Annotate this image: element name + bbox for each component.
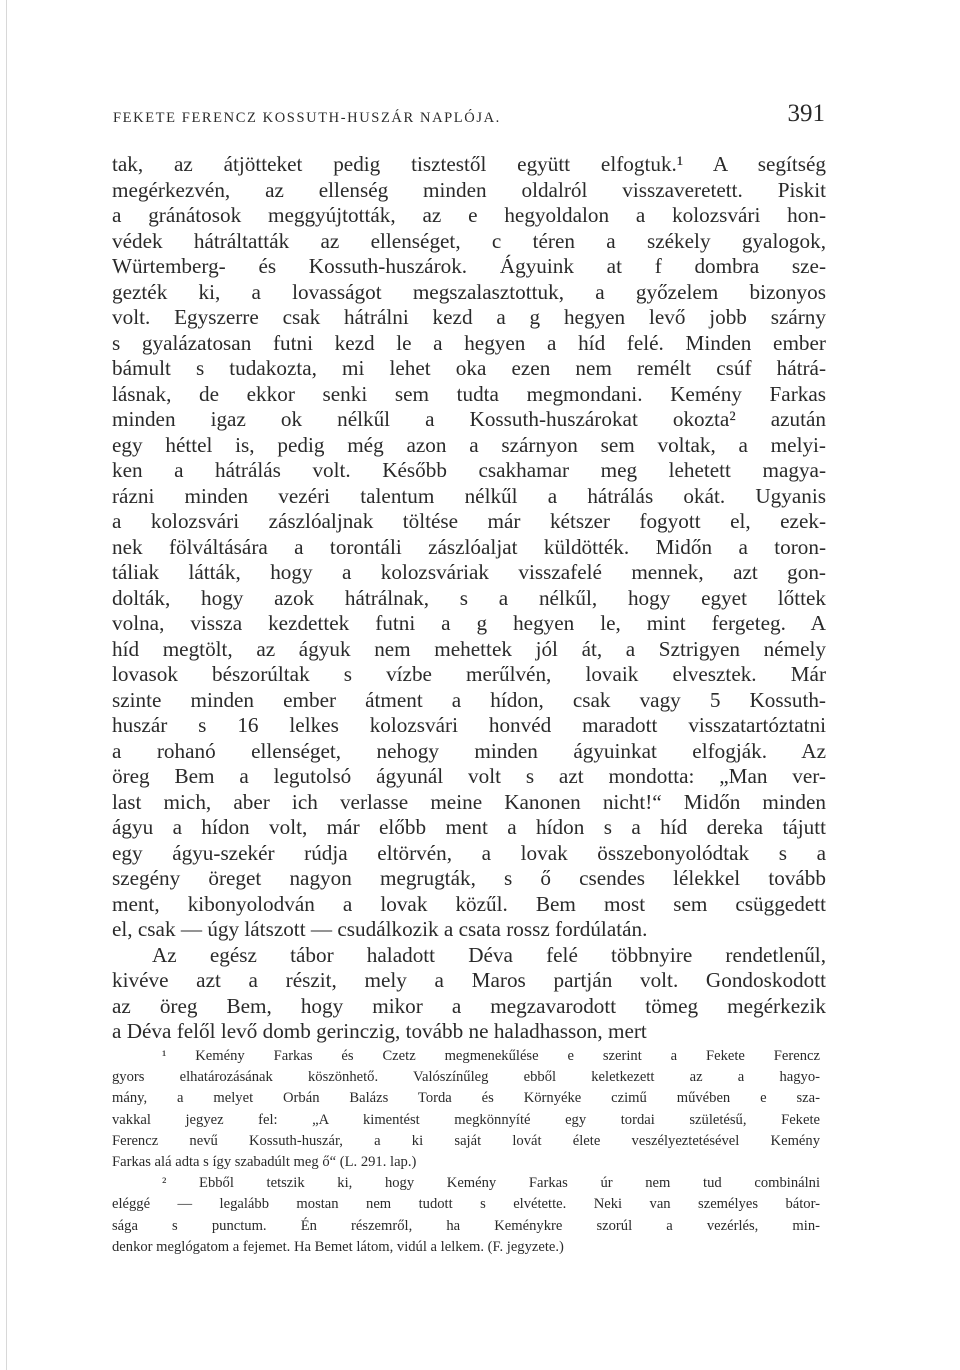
- footnote-line: ² Ebből tetszik ki, hogy Kemény Farkas úr nem tud combinálni: [162, 1175, 820, 1192]
- body-line: minden igaz ok nélkűl a Kossuth-huszárokat okozta² azután: [112, 407, 826, 431]
- body-line: bámult s tudakozta, mi lehet oka ezen nem remélt csúf hátrá-: [112, 356, 826, 380]
- body-line: lovasok bészorúltak s vízbe merűlvén, lovaik elvesztek. Már: [112, 662, 826, 686]
- body-line: ment, kibonyolodván a lovak közűl. Bem most sem csüggedett: [112, 891, 826, 916]
- body-line: huszár s 16 lelkes kolozsvári honvéd maradott visszatartóztatni: [112, 713, 826, 737]
- body-line: ágyu a hídon volt, már előbb ment a hídon s a híd dereka tájutt: [112, 815, 826, 839]
- body-line: volna, vissza kezdettek futni a g hegyen le, mint fergeteg. A: [112, 611, 826, 635]
- body-line: szegény öreget nagyon megrugták, s ő csendes lélekkel tovább: [112, 866, 826, 890]
- body-line: gezték ki, a lovasságot megszalasztottuk, a győzelem bizonyos: [112, 279, 826, 304]
- body-line: híd megtölt, az ágyuk nem mehettek jól át, a Sztrigyen némely: [112, 636, 826, 661]
- body-line: rázni minden vezéri talentum nélkűl a hátrálás okát. Ugyanis: [112, 483, 826, 508]
- footnote-line: gyors elhatározásának köszönhető. Valószínűleg ebből keletkezett az a hagyo-: [112, 1069, 820, 1086]
- footnotes: [112, 1046, 820, 1258]
- body-line: dolták, hogy azok hátrálnak, s a nélkűl, hogy egyet lőttek: [112, 585, 826, 610]
- footnote-line: sága s punctum. Én részemről, ha Keménykre szorúl a vezérlés, min-: [112, 1217, 820, 1234]
- body-line: védek hátráltatták az ellenséget, c téren a székely gyalogok,: [112, 228, 826, 253]
- body-line: megérkezvén, az ellenség minden oldalról visszaveretett. Piskit: [112, 177, 826, 202]
- running-head: [113, 100, 825, 140]
- body-line: Az egész tábor haladott Déva felé többnyire rendetlenűl,: [152, 942, 826, 967]
- body-line: a Déva felől levő domb gerinczig, tovább ne haladhasson, mert: [112, 1019, 647, 1043]
- footnote-line: denkor meglógatom a fejemet. Ha Bemet látom, vidúl a lelkem. (F. jegyzete.): [112, 1238, 564, 1255]
- body-line: el, csak — úgy látszott — csudálkozik a csata rossz fordúlatán.: [112, 917, 648, 941]
- body-line: nek fölváltására a torontáli zászlóaljat küldötték. Midőn a toron-: [112, 534, 826, 559]
- body-line: tak, az átjötteket pedig tisztestől együtt elfogtuk.¹ A segítség: [112, 152, 826, 176]
- footnote-line: vakkal jegyez fel: „A kimentést megkönnyíté egy tordai születésű, Fekete: [112, 1111, 820, 1128]
- body-line: táliak látták, hogy a kolozsváriak visszafelé mennek, azt gon-: [112, 560, 826, 584]
- body-line: a gránátosok meggyújtották, az e hegyoldalon a kolozsvári hon-: [112, 203, 826, 227]
- body-line: kivéve azt a részit, mely a Maros partján volt. Gondoskodott: [112, 968, 826, 992]
- body-line: last mich, aber ich verlasse meine Kanonen nicht!“ Midőn minden: [112, 789, 826, 814]
- body-line: egy ágyu-szekér rúdja eltörvén, a lovak összebonyolódtak s a: [112, 840, 826, 865]
- footnote-line: mány, a melyet Orbán Balázs Torda és Környéke czimű művében e sza-: [112, 1090, 820, 1107]
- body-line: s gyalázatosan futni kezd le a hegyen a híd felé. Minden ember: [112, 330, 826, 355]
- body-line: egy héttel is, pedig még azon a szárnyon sem voltak, a melyi-: [112, 432, 826, 457]
- body-line: az öreg Bem, hogy mikor a megzavarodott tömeg megérkezik: [112, 993, 826, 1018]
- body-line: ken a hátrálás volt. Később csakhamar meg lehetett magya-: [112, 458, 826, 482]
- body-text: [112, 152, 826, 1045]
- running-title: FEKETE FERENCZ KOSSUTH-HUSZÁR NAPLÓJA.: [113, 110, 501, 126]
- footnote-line: Farkas alá adta s így szabadúlt meg ő“ (L. 291. lap.): [112, 1154, 417, 1171]
- page-number: 391: [787, 100, 825, 127]
- footnote-line: eléggé — legalább mostan nem tudott s elvétette. Neki van személyes bátor-: [112, 1196, 820, 1213]
- body-line: a kolozsvári zászlóaljnak töltése már kétszer fogyott el, ezek-: [112, 509, 826, 533]
- footnote-line: ¹ Kemény Farkas és Czetz megmenekűlése e szerint a Fekete Ferencz: [162, 1048, 820, 1064]
- body-line: öreg Bem a legutolsó ágyunál volt s azt mondotta: „Man ver-: [112, 764, 826, 788]
- body-line: szinte minden ember átment a hídon, csak vagy 5 Kossuth-: [112, 687, 826, 712]
- page-edge-line: [6, 0, 7, 1370]
- body-line: lásnak, de ekkor senki sem tudta megmondani. Kemény Farkas: [112, 381, 826, 406]
- body-line: volt. Egyszerre csak hátrálni kezd a g hegyen levő jobb szárny: [112, 305, 826, 329]
- footnote-line: Ferencz nevű Kossuth-huszár, a ki saját lovát élete veszélyeztetésével Kemény: [112, 1132, 820, 1149]
- body-line: a rohanó ellenséget, nehogy minden ágyuinkat elfogják. Az: [112, 738, 826, 763]
- body-line: Würtemberg- és Kossuth-huszárok. Ágyuink at f dombra sze-: [112, 254, 826, 278]
